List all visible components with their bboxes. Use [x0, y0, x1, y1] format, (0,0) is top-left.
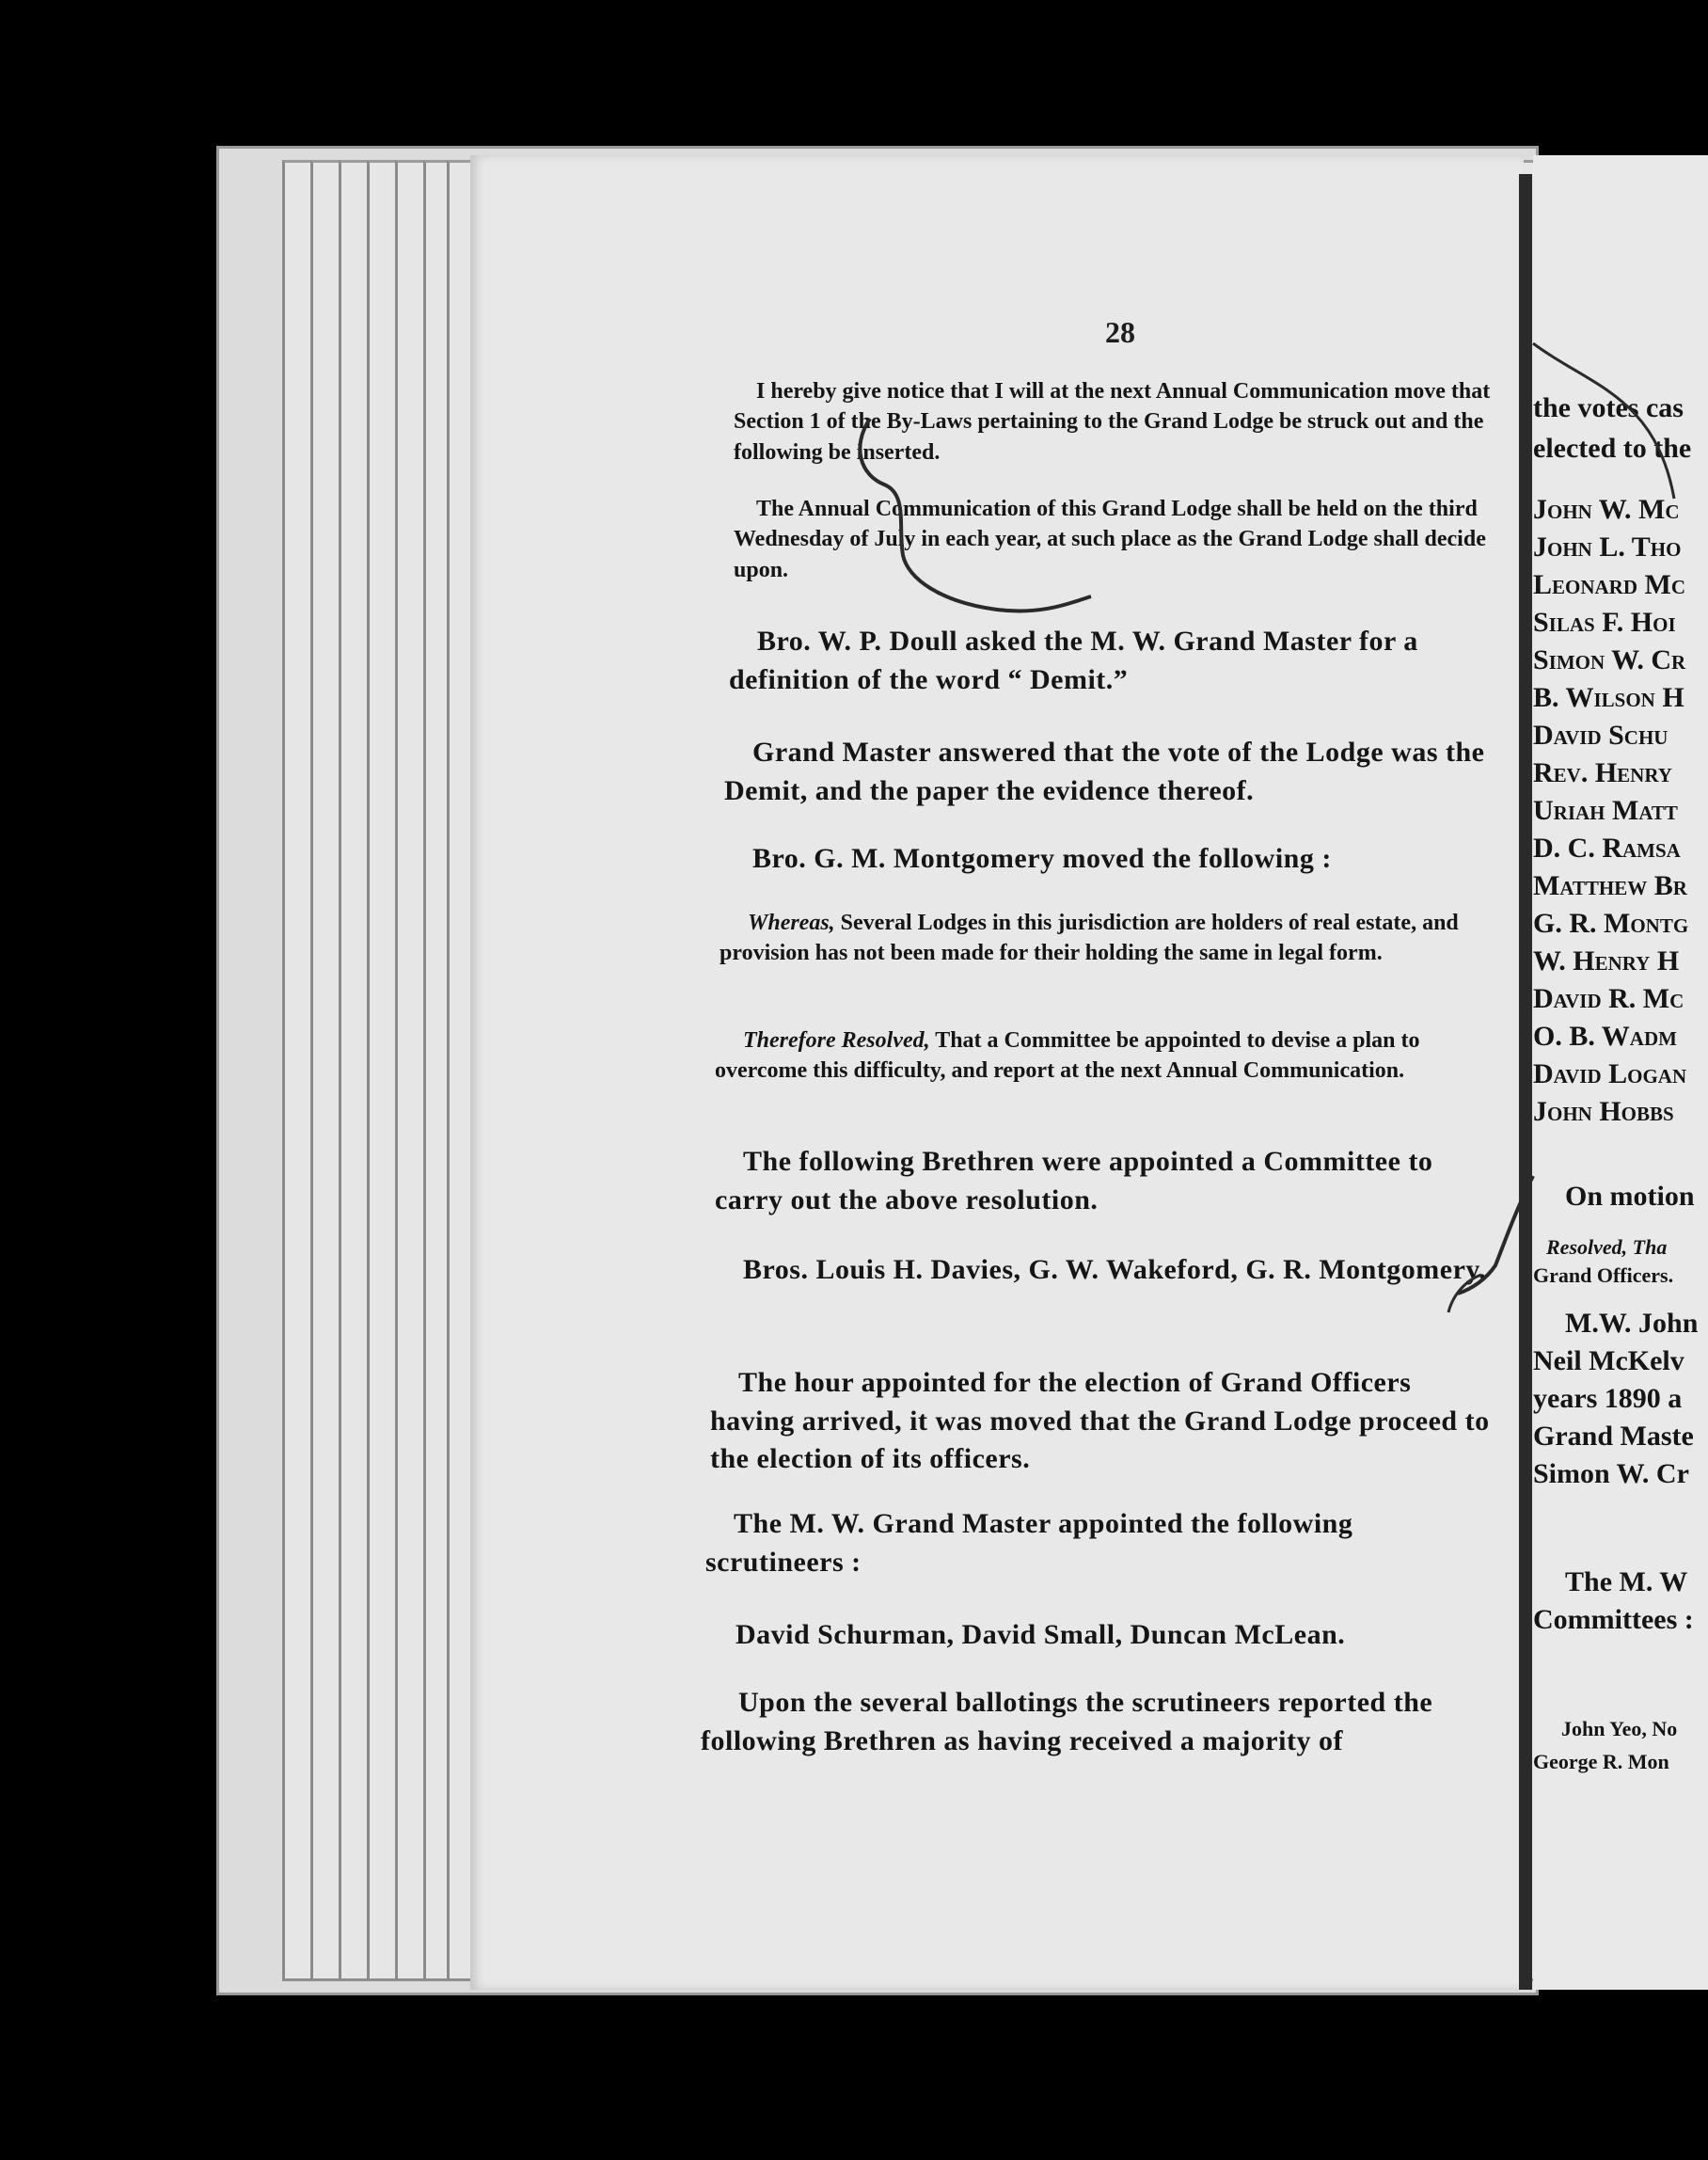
right-page-officer: Rev. Henry [1533, 757, 1672, 788]
committee-appointed-paragraph: The following Brethren were appointed a Committee to carry out the above resolution. [715, 1146, 1433, 1215]
resolved-paragraph [715, 1025, 1500, 1087]
right-page-line: The M. W [1565, 1566, 1688, 1597]
right-page-line: Grand Officers. [1533, 1263, 1674, 1287]
right-page-partial [1533, 155, 1708, 1990]
right-page-line: Committees : [1533, 1604, 1694, 1635]
right-page-officer: John Hobbs [1533, 1096, 1674, 1127]
right-page-officer: B. Wilson H [1533, 682, 1684, 713]
right-page-officer: D. C. Ramsa [1533, 833, 1681, 864]
notice-text-paragraph: The Annual Communication of this Grand Lodge shall be held on the third Wednesday of July in each year, at such place as the Grand Lodge shall decide upon. [734, 497, 1486, 582]
right-page-line: John Yeo, No [1561, 1717, 1678, 1740]
whereas-paragraph [720, 908, 1505, 969]
right-page-line: George R. Mon [1533, 1750, 1669, 1773]
right-page-officer: O. B. Wadm [1533, 1021, 1677, 1052]
resolved-label: Therefore Resolved, [743, 1028, 930, 1053]
right-page-officer: Leonard Mc [1533, 569, 1685, 600]
right-page-line: Neil McKelv [1533, 1345, 1684, 1376]
gm-answer-paragraph: Grand Master answered that the vote of the Lodge was the Demit, and the paper the evidence thereof. [724, 737, 1485, 806]
ballot-report-paragraph: Upon the several ballotings the scrutineers reported the following Brethren as having received a majority of [701, 1687, 1433, 1756]
right-page-officer: G. R. Montg [1533, 908, 1689, 939]
notice-paragraph: I hereby give notice that I will at the next Annual Communication move that Section 1 of the By-Laws pertaining to the Grand Lodge be struck out and the following be inserted. [734, 379, 1491, 465]
resolved-text: That a Committee be appointed to devise a plan to overcome this difficulty, and report at the next Annual Communication. [715, 1028, 1420, 1084]
right-page-officer: David Schu [1533, 720, 1668, 751]
right-page-officer: John L. Tho [1533, 532, 1682, 563]
right-page-line: Grand Maste [1533, 1421, 1694, 1452]
right-page-officer: Matthew Br [1533, 870, 1687, 901]
right-page-officer: W. Henry H [1533, 945, 1680, 977]
right-page-officer: David Logan [1533, 1058, 1687, 1089]
right-page-line: M.W. John [1565, 1308, 1699, 1339]
book-gutter [1519, 174, 1532, 1990]
right-page-officer: Silas F. Hoi [1533, 607, 1676, 638]
right-page-line: elected to the [1533, 433, 1692, 464]
page-number: 28 [1105, 315, 1135, 349]
right-page-officer: John W. Mc [1533, 494, 1680, 525]
scrutineers-names: David Schurman, David Small, Duncan McLean. [735, 1619, 1346, 1650]
right-page-officer: David R. Mc [1533, 983, 1684, 1014]
right-page-officer: Simon W. Cr [1533, 644, 1686, 675]
right-page-line: years 1890 a [1533, 1383, 1683, 1414]
right-page-officer: Uriah Matt [1533, 795, 1678, 826]
election-hour-paragraph: The hour appointed for the election of Grand Officers having arrived, it was moved that the Grand Lodge proceed to the election of its officers. [710, 1367, 1490, 1474]
right-page-line: the votes cas [1533, 392, 1684, 423]
whereas-text: Several Lodges in this jurisdiction are holders of real estate, and provision has not been made for their holding the same in legal form. [720, 911, 1459, 966]
doull-question-paragraph: Bro. W. P. Doull asked the M. W. Grand Master for a definition of the word “ Demit.” [729, 626, 1418, 695]
montgomery-motion: Bro. G. M. Montgomery moved the following : [752, 843, 1332, 874]
right-page-line: Simon W. Cr [1533, 1458, 1689, 1489]
whereas-label: Whereas, [748, 911, 835, 935]
committee-members-paragraph: Bros. Louis H. Davies, G. W. Wakeford, G. R. Montgomery. [743, 1254, 1487, 1285]
right-page-line: On motion [1565, 1181, 1695, 1212]
scrutineers-intro-paragraph: The M. W. Grand Master appointed the following scrutineers : [705, 1508, 1353, 1578]
right-page-line: Resolved, Tha [1546, 1235, 1668, 1259]
